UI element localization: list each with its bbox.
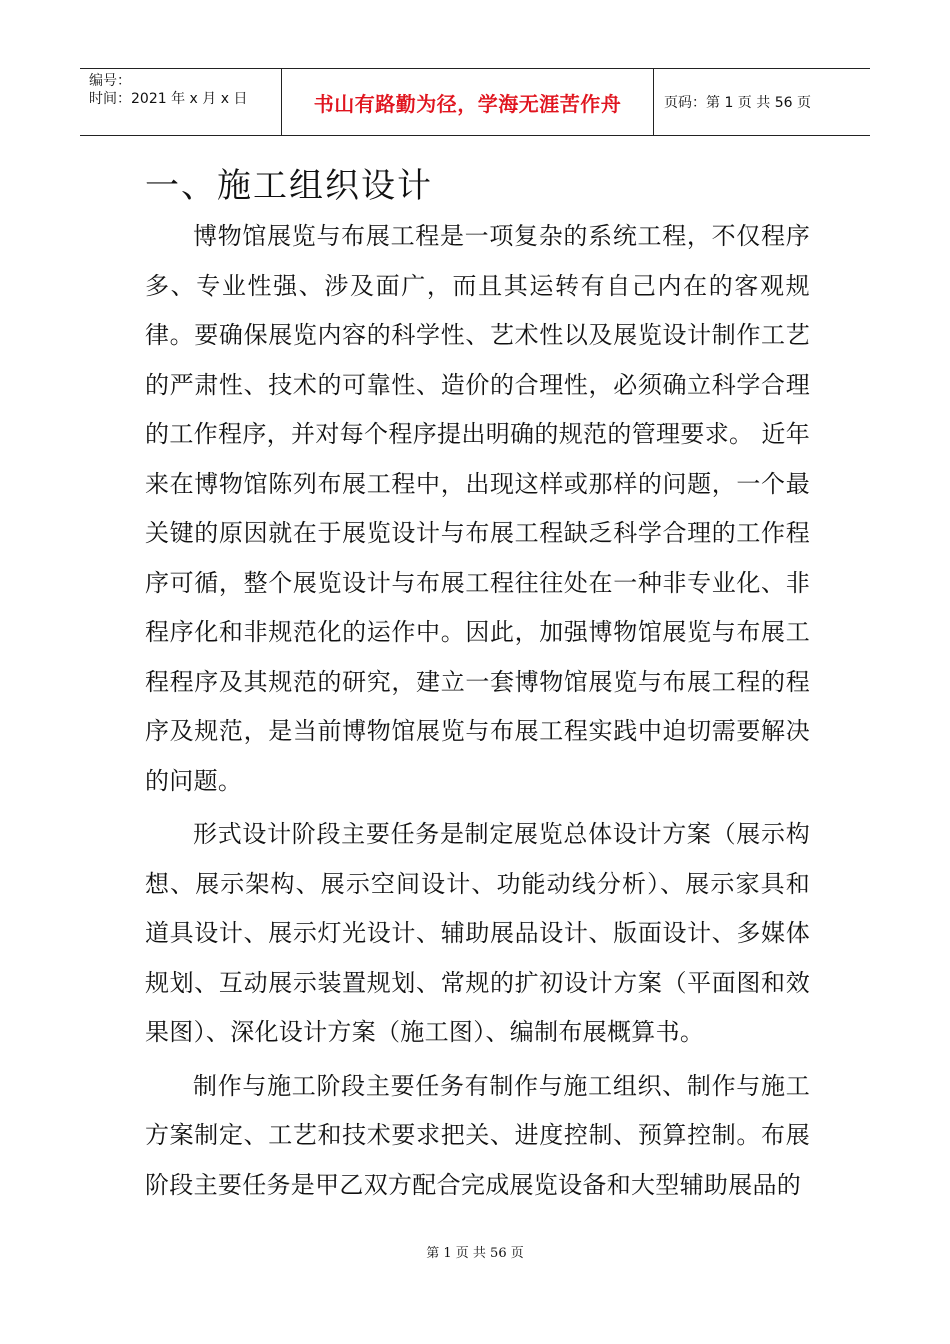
header-page-cell [654, 69, 870, 135]
serial-number-label: 编号： [89, 73, 131, 89]
paragraph-3: 制作与施工阶段主要任务有制作与施工组织、制作与施工方案制定、工艺和技术要求把关、进度控制、预算控制。布展阶段主要任务是甲乙双方配合完成展览设备和大型辅助展品的 [145, 1071, 810, 1199]
page-footer: 第 1 页 共 56 页 [426, 1246, 524, 1261]
paragraph-1: 博物馆展览与布展工程是一项复杂的系统工程，不仅程序多、专业性强、涉及面广，而且其运转有自己内在的客观规律。要确保展览内容的科学性、艺术性以及展览设计制作工艺的严肃性、技术的可靠性、造价的合理性，必须确立科学合理的工作程序，并对每个程序提出明确的规范的管理要求。 近年来在博物馆陈列布展工程中，出现这样或那样的问题，一个最关键的原因就在于展览设计与布展工程缺乏科学合理的工作程序可循，整个展览设计与布展工程往往处在一种非专业化、非程序化和非规范化的运作中。因此，加强博物馆展览与布展工程程序及其规范的研究，建立一套博物馆展览与布展工程的程序及规范，是当前博物馆展览与布展工程实践中迫切需要解决的问题。 [145, 222, 810, 795]
section-title: 一、施工组织设计 [145, 166, 433, 206]
header-meta-cell [80, 69, 282, 135]
paragraph-2: 形式设计阶段主要任务是制定展览总体设计方案（展示构想、展示架构、展示空间设计、功能动线分析）、展示家具和道具设计、展示灯光设计、辅助展品设计、版面设计、多媒体规划、互动展示装置规划、常规的扩初设计方案（平面图和效果图）、深化设计方案（施工图）、编制布展概算书。 [145, 820, 810, 1046]
motto-text: 书山有路勤为径，学海无涯苦作舟 [313, 91, 622, 116]
date-label: 时间：2021 年 x 月 x 日 [89, 91, 248, 107]
header-page-info: 页码：第 1 页 共 56 页 [664, 95, 811, 111]
document-body [145, 160, 810, 1214]
header-motto-cell [282, 69, 654, 135]
page-header [80, 68, 870, 136]
